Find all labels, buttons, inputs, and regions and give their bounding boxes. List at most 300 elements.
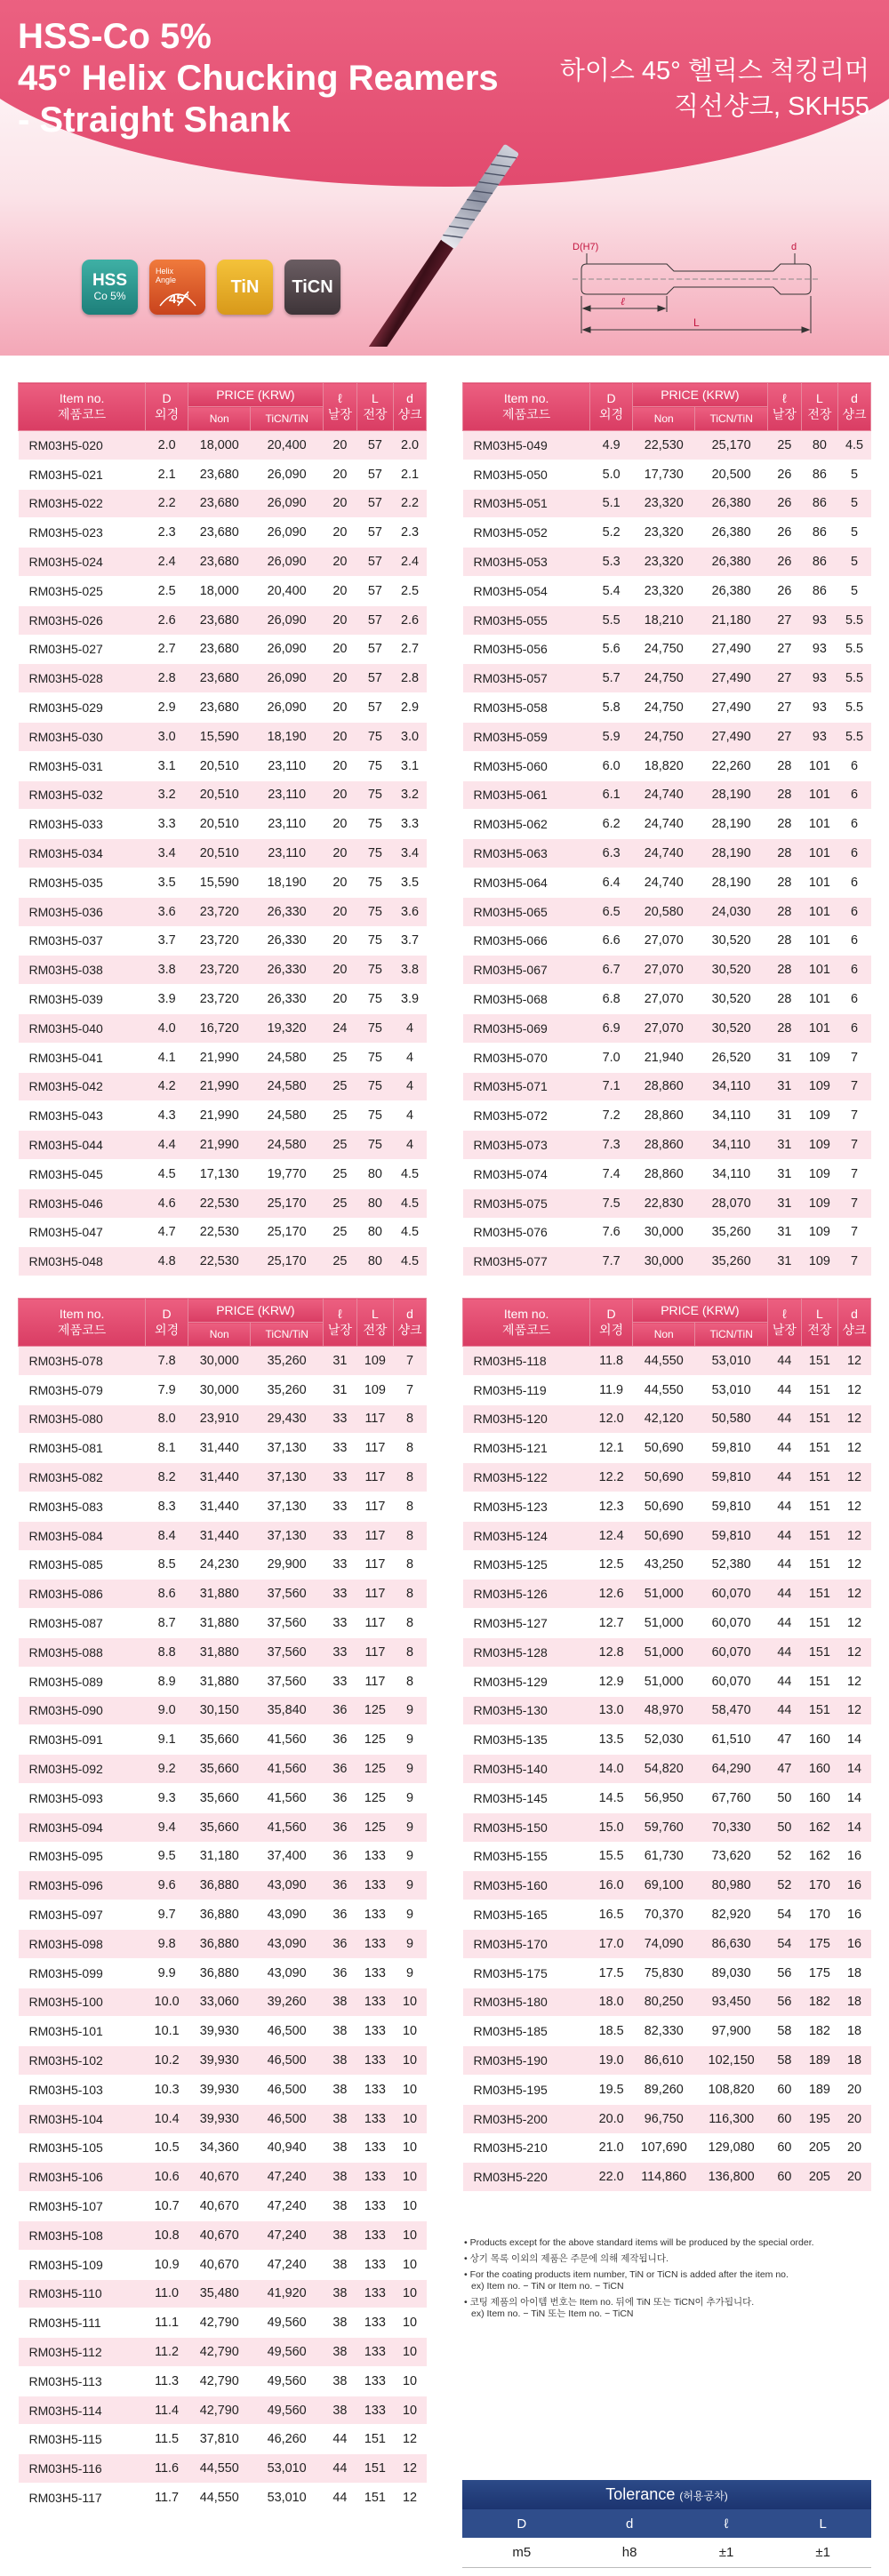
cell-overall-length: 109 <box>801 1188 837 1218</box>
cell-price-coated: 35,260 <box>695 1247 767 1276</box>
table-row <box>19 1463 427 1492</box>
cell-flute-length: 20 <box>323 868 356 897</box>
cell-overall-length: 75 <box>356 985 393 1014</box>
cell-shank-diameter: 10 <box>394 2104 427 2133</box>
cell-item-no: RM03H5-076 <box>463 1218 590 1247</box>
cell-flute-length: 36 <box>323 1842 356 1871</box>
cell-item-no: RM03H5-102 <box>19 2046 146 2076</box>
cell-price-non: 24,740 <box>632 780 695 810</box>
cell-price-coated: 89,030 <box>695 1958 767 1988</box>
table-row <box>463 2163 871 2192</box>
header-d-ko: 샹크 <box>397 406 422 421</box>
cell-price-coated: 41,560 <box>251 1783 323 1812</box>
table-row <box>19 1609 427 1638</box>
cell-shank-diameter: 8 <box>394 1609 427 1638</box>
cell-price-non: 50,690 <box>632 1492 695 1521</box>
cell-item-no: RM03H5-124 <box>463 1521 590 1550</box>
cell-shank-diameter: 2.5 <box>394 576 427 605</box>
cell-overall-length: 57 <box>356 431 393 460</box>
cell-overall-length: 133 <box>356 1871 393 1900</box>
table-row <box>463 1404 871 1434</box>
cell-price-coated: 37,130 <box>251 1434 323 1463</box>
cell-diameter: 12.5 <box>590 1550 633 1580</box>
cell-diameter: 8.7 <box>146 1609 188 1638</box>
table-row <box>19 1434 427 1463</box>
cell-price-coated: 41,920 <box>251 2279 323 2308</box>
cell-price-coated: 47,240 <box>251 2163 323 2192</box>
cell-diameter: 8.6 <box>146 1580 188 1609</box>
cell-price-non: 44,550 <box>632 1375 695 1404</box>
cell-diameter: 9.9 <box>146 1958 188 1988</box>
header-D-ko: 외경 <box>599 406 624 421</box>
cell-overall-length: 86 <box>801 548 837 577</box>
cell-overall-length: 117 <box>356 1609 393 1638</box>
cell-shank-diameter: 18 <box>838 2017 871 2046</box>
header-d <box>838 1299 871 1347</box>
cell-price-non: 31,440 <box>188 1434 251 1463</box>
cell-price-coated: 53,010 <box>251 2484 323 2513</box>
cell-flute-length: 36 <box>323 1812 356 1842</box>
cell-item-no: RM03H5-200 <box>463 2104 590 2133</box>
cell-item-no: RM03H5-117 <box>19 2484 146 2513</box>
cell-price-coated: 24,580 <box>251 1101 323 1131</box>
cell-diameter: 6.4 <box>590 868 633 897</box>
table-row <box>19 1101 427 1131</box>
cell-price-non: 23,720 <box>188 926 251 956</box>
cell-overall-length: 86 <box>801 460 837 489</box>
header-item-no <box>463 1299 590 1347</box>
cell-price-coated: 25,170 <box>251 1247 323 1276</box>
cell-item-no: RM03H5-029 <box>19 693 146 723</box>
cell-price-non: 23,680 <box>188 548 251 577</box>
cell-flute-length: 33 <box>323 1434 356 1463</box>
cell-item-no: RM03H5-094 <box>19 1812 146 1842</box>
cell-price-coated: 26,090 <box>251 605 323 635</box>
cell-price-coated: 41,560 <box>251 1812 323 1842</box>
cell-shank-diameter: 9 <box>394 1755 427 1784</box>
cell-flute-length: 44 <box>767 1434 801 1463</box>
cell-shank-diameter: 3.5 <box>394 868 427 897</box>
table-row <box>19 2220 427 2250</box>
cell-price-non: 35,660 <box>188 1725 251 1755</box>
table-row <box>463 1463 871 1492</box>
dimension-drawing <box>569 227 827 351</box>
cell-item-no: RM03H5-068 <box>463 985 590 1014</box>
cell-flute-length: 20 <box>323 956 356 985</box>
cell-overall-length: 160 <box>801 1783 837 1812</box>
cell-flute-length: 38 <box>323 1988 356 2017</box>
cell-overall-length: 117 <box>356 1463 393 1492</box>
table-row <box>19 1900 427 1930</box>
table-row <box>463 1218 871 1247</box>
cell-diameter: 15.0 <box>590 1812 633 1842</box>
table-row <box>463 1159 871 1188</box>
table-row <box>463 2133 871 2163</box>
tolerance-title <box>462 2480 871 2509</box>
cell-diameter: 6.9 <box>590 1013 633 1043</box>
cell-overall-length: 93 <box>801 722 837 751</box>
note-line: ex) Item no. − TiN 또는 Item no. − TiCN <box>471 2308 634 2319</box>
cell-shank-diameter: 12 <box>838 1463 871 1492</box>
header-l-ko: 날장 <box>772 406 797 421</box>
cell-shank-diameter: 9 <box>394 1900 427 1930</box>
cell-flute-length: 60 <box>767 2104 801 2133</box>
cell-shank-diameter: 4 <box>394 1043 427 1072</box>
cell-overall-length: 93 <box>801 605 837 635</box>
cell-item-no: RM03H5-078 <box>19 1347 146 1376</box>
table-row <box>19 2279 427 2308</box>
cell-item-no: RM03H5-035 <box>19 868 146 897</box>
cell-item-no: RM03H5-185 <box>463 2017 590 2046</box>
cell-item-no: RM03H5-073 <box>463 1131 590 1160</box>
cell-price-non: 48,970 <box>632 1696 695 1725</box>
cell-flute-length: 33 <box>323 1667 356 1696</box>
table-row <box>19 431 427 460</box>
cell-price-non: 24,750 <box>632 664 695 693</box>
cell-flute-length: 36 <box>323 1929 356 1958</box>
cell-shank-diameter: 9 <box>394 1812 427 1842</box>
table-row <box>19 576 427 605</box>
cell-item-no: RM03H5-091 <box>19 1725 146 1755</box>
cell-overall-length: 205 <box>801 2133 837 2163</box>
cell-price-coated: 53,010 <box>695 1347 767 1376</box>
cell-shank-diameter: 14 <box>838 1812 871 1842</box>
cell-flute-length: 27 <box>767 722 801 751</box>
table-row <box>19 722 427 751</box>
table-row <box>463 518 871 548</box>
cell-diameter: 15.5 <box>590 1842 633 1871</box>
header-l-en: ℓ <box>782 390 787 405</box>
table-row <box>463 751 871 780</box>
cell-price-coated: 108,820 <box>695 2075 767 2104</box>
cell-overall-length: 133 <box>356 2104 393 2133</box>
cell-flute-length: 54 <box>767 1929 801 1958</box>
table-row <box>463 1072 871 1101</box>
table-row <box>19 1637 427 1667</box>
header-L-en: L <box>372 390 379 405</box>
cell-price-non: 42,790 <box>188 2338 251 2367</box>
cell-item-no: RM03H5-058 <box>463 693 590 723</box>
table-row <box>19 2366 427 2396</box>
cell-shank-diameter: 12 <box>838 1434 871 1463</box>
cell-flute-length: 20 <box>323 722 356 751</box>
cell-diameter: 5.0 <box>590 460 633 489</box>
hss-badge-big: HSS <box>92 271 128 290</box>
cell-flute-length: 56 <box>767 1958 801 1988</box>
badge-row <box>82 260 340 315</box>
cell-shank-diameter: 9 <box>394 1871 427 1900</box>
cell-overall-length: 151 <box>356 2425 393 2454</box>
cell-price-non: 30,000 <box>188 1347 251 1376</box>
cell-flute-length: 38 <box>323 2104 356 2133</box>
table-row <box>19 2308 427 2338</box>
cell-flute-length: 25 <box>323 1247 356 1276</box>
cell-price-coated: 59,810 <box>695 1521 767 1550</box>
table-row <box>19 2046 427 2076</box>
cell-diameter: 13.0 <box>590 1696 633 1725</box>
cell-overall-length: 117 <box>356 1404 393 1434</box>
cell-price-non: 21,990 <box>188 1101 251 1131</box>
table-row <box>19 1842 427 1871</box>
cell-shank-diameter: 20 <box>838 2104 871 2133</box>
cell-diameter: 2.5 <box>146 576 188 605</box>
cell-item-no: RM03H5-105 <box>19 2133 146 2163</box>
header-non: Non <box>188 1323 251 1347</box>
note-line: • 상기 목록 이외의 제품은 주문에 의해 제작됩니다. <box>464 2253 669 2264</box>
cell-price-non: 42,790 <box>188 2308 251 2338</box>
table-row <box>463 664 871 693</box>
table-row <box>19 1188 427 1218</box>
cell-item-no: RM03H5-190 <box>463 2046 590 2076</box>
header-price: PRICE (KRW) <box>632 383 767 407</box>
cell-diameter: 10.4 <box>146 2104 188 2133</box>
cell-price-non: 114,860 <box>632 2163 695 2192</box>
cell-overall-length: 57 <box>356 635 393 664</box>
cell-shank-diameter: 10 <box>394 2338 427 2367</box>
cell-flute-length: 44 <box>767 1667 801 1696</box>
cell-diameter: 22.0 <box>590 2163 633 2192</box>
cell-price-coated: 47,240 <box>251 2220 323 2250</box>
cell-diameter: 4.3 <box>146 1101 188 1131</box>
cell-overall-length: 151 <box>356 2484 393 2513</box>
cell-shank-diameter: 5 <box>838 460 871 489</box>
cell-item-no: RM03H5-062 <box>463 810 590 839</box>
header-D-en: D <box>606 1306 616 1321</box>
cell-overall-length: 80 <box>356 1218 393 1247</box>
cell-flute-length: 38 <box>323 2163 356 2192</box>
cell-price-coated: 59,810 <box>695 1434 767 1463</box>
cell-shank-diameter: 5.5 <box>838 693 871 723</box>
cell-overall-length: 133 <box>356 2017 393 2046</box>
table-row <box>19 489 427 518</box>
cell-diameter: 9.5 <box>146 1842 188 1871</box>
table-row <box>463 810 871 839</box>
cell-price-non: 27,070 <box>632 985 695 1014</box>
cell-item-no: RM03H5-045 <box>19 1159 146 1188</box>
table-row <box>19 2338 427 2367</box>
table-row <box>463 1871 871 1900</box>
cell-overall-length: 86 <box>801 576 837 605</box>
spec-table-panel-2 <box>462 382 871 1276</box>
table-row <box>19 1755 427 1784</box>
cell-item-no: RM03H5-028 <box>19 664 146 693</box>
table-row <box>19 1159 427 1188</box>
spec-table <box>18 1298 427 2513</box>
cell-shank-diameter: 10 <box>394 2192 427 2221</box>
cell-flute-length: 20 <box>323 518 356 548</box>
cell-overall-length: 133 <box>356 2308 393 2338</box>
cell-shank-diameter: 9 <box>394 1929 427 1958</box>
cell-price-non: 30,000 <box>188 1375 251 1404</box>
cell-overall-length: 117 <box>356 1521 393 1550</box>
cell-overall-length: 75 <box>356 1131 393 1160</box>
cell-overall-length: 151 <box>801 1521 837 1550</box>
cell-price-non: 89,260 <box>632 2075 695 2104</box>
cell-diameter: 6.0 <box>590 751 633 780</box>
cell-price-non: 18,000 <box>188 576 251 605</box>
table-row <box>463 1812 871 1842</box>
cell-price-coated: 25,170 <box>251 1218 323 1247</box>
cell-flute-length: 31 <box>767 1072 801 1101</box>
cell-item-no: RM03H5-107 <box>19 2192 146 2221</box>
table-row <box>19 810 427 839</box>
table-row <box>19 1958 427 1988</box>
cell-price-coated: 60,070 <box>695 1580 767 1609</box>
table-row <box>463 1725 871 1755</box>
header-d-ko: 샹크 <box>842 1322 867 1337</box>
cell-item-no: RM03H5-170 <box>463 1929 590 1958</box>
cell-overall-length: 125 <box>356 1696 393 1725</box>
cell-flute-length: 28 <box>767 897 801 926</box>
header-D-ko: 외경 <box>155 406 180 421</box>
cell-shank-diameter: 14 <box>838 1783 871 1812</box>
cell-price-non: 17,730 <box>632 460 695 489</box>
cell-diameter: 2.3 <box>146 518 188 548</box>
cell-diameter: 11.0 <box>146 2279 188 2308</box>
cell-overall-length: 151 <box>801 1550 837 1580</box>
cell-price-non: 59,760 <box>632 1812 695 1842</box>
cell-price-coated: 97,900 <box>695 2017 767 2046</box>
cell-flute-length: 38 <box>323 2046 356 2076</box>
tolerance-title-en: Tolerance <box>605 2485 676 2503</box>
header-ticn-tin: TiCN/TiN <box>695 407 767 431</box>
cell-price-non: 23,320 <box>632 548 695 577</box>
cell-price-non: 23,680 <box>188 489 251 518</box>
table-row <box>19 1013 427 1043</box>
cell-price-non: 107,690 <box>632 2133 695 2163</box>
cell-price-non: 20,510 <box>188 751 251 780</box>
cell-price-non: 31,440 <box>188 1492 251 1521</box>
cell-price-non: 23,720 <box>188 956 251 985</box>
cell-item-no: RM03H5-083 <box>19 1492 146 1521</box>
cell-overall-length: 117 <box>356 1492 393 1521</box>
cell-item-no: RM03H5-042 <box>19 1072 146 1101</box>
cell-shank-diameter: 20 <box>838 2163 871 2192</box>
cell-overall-length: 117 <box>356 1667 393 1696</box>
header-D <box>590 383 633 431</box>
cell-diameter: 7.5 <box>590 1188 633 1218</box>
cell-diameter: 17.0 <box>590 1929 633 1958</box>
cell-diameter: 8.4 <box>146 1521 188 1550</box>
cell-overall-length: 80 <box>356 1247 393 1276</box>
header-l <box>767 1299 801 1347</box>
cell-overall-length: 133 <box>356 1842 393 1871</box>
cell-price-coated: 20,400 <box>251 576 323 605</box>
cell-shank-diameter: 10 <box>394 2075 427 2104</box>
tol-header-l: ℓ <box>678 2509 775 2538</box>
reamer-tool-icon <box>338 124 569 347</box>
cell-diameter: 3.4 <box>146 839 188 868</box>
cell-overall-length: 75 <box>356 926 393 956</box>
table-row <box>19 1492 427 1521</box>
cell-shank-diameter: 3.6 <box>394 897 427 926</box>
header-L-ko: 전장 <box>807 1322 832 1337</box>
cell-flute-length: 31 <box>767 1247 801 1276</box>
table-row <box>463 1550 871 1580</box>
cell-item-no: RM03H5-113 <box>19 2366 146 2396</box>
cell-flute-length: 20 <box>323 897 356 926</box>
cell-price-non: 51,000 <box>632 1580 695 1609</box>
cell-diameter: 6.2 <box>590 810 633 839</box>
table-row <box>463 839 871 868</box>
cell-shank-diameter: 5 <box>838 489 871 518</box>
cell-item-no: RM03H5-220 <box>463 2163 590 2192</box>
cell-price-non: 16,720 <box>188 1013 251 1043</box>
cell-item-no: RM03H5-065 <box>463 897 590 926</box>
cell-item-no: RM03H5-079 <box>19 1375 146 1404</box>
cell-flute-length: 31 <box>323 1375 356 1404</box>
cell-price-coated: 27,490 <box>695 635 767 664</box>
cell-price-coated: 27,490 <box>695 722 767 751</box>
table-row <box>19 751 427 780</box>
cell-price-coated: 30,520 <box>695 1013 767 1043</box>
cell-overall-length: 57 <box>356 489 393 518</box>
cell-shank-diameter: 3.7 <box>394 926 427 956</box>
cell-price-coated: 60,070 <box>695 1609 767 1638</box>
header-l-ko: 날장 <box>772 1322 797 1337</box>
cell-flute-length: 38 <box>323 2075 356 2104</box>
cell-price-non: 35,660 <box>188 1783 251 1812</box>
table-row <box>463 1434 871 1463</box>
cell-flute-length: 36 <box>323 1755 356 1784</box>
cell-price-non: 54,820 <box>632 1755 695 1784</box>
cell-overall-length: 189 <box>801 2046 837 2076</box>
cell-flute-length: 27 <box>767 635 801 664</box>
cell-price-non: 23,910 <box>188 1404 251 1434</box>
cell-item-no: RM03H5-020 <box>19 431 146 460</box>
cell-item-no: RM03H5-128 <box>463 1637 590 1667</box>
drawing-label-D: D(H7) <box>573 242 599 252</box>
cell-shank-diameter: 20 <box>838 2133 871 2163</box>
cell-price-coated: 30,520 <box>695 926 767 956</box>
tin-badge-label: TiN <box>230 276 260 297</box>
table-row <box>463 2075 871 2104</box>
cell-shank-diameter: 4 <box>394 1131 427 1160</box>
cell-shank-diameter: 5.5 <box>838 722 871 751</box>
table-row <box>19 2192 427 2221</box>
header-D <box>146 1299 188 1347</box>
cell-price-coated: 47,240 <box>251 2250 323 2279</box>
cell-price-coated: 67,760 <box>695 1783 767 1812</box>
cell-diameter: 18.5 <box>590 2017 633 2046</box>
cell-shank-diameter: 10 <box>394 2017 427 2046</box>
cell-overall-length: 75 <box>356 1072 393 1101</box>
cell-price-non: 23,320 <box>632 489 695 518</box>
cell-diameter: 19.5 <box>590 2075 633 2104</box>
cell-flute-length: 31 <box>767 1131 801 1160</box>
header-item-no-en: Item no. <box>503 390 549 405</box>
cell-diameter: 16.0 <box>590 1871 633 1900</box>
cell-overall-length: 151 <box>801 1580 837 1609</box>
cell-shank-diameter: 12 <box>838 1375 871 1404</box>
cell-shank-diameter: 9 <box>394 1783 427 1812</box>
cell-flute-length: 31 <box>767 1043 801 1072</box>
ticn-badge-label: TiCN <box>292 276 333 297</box>
cell-item-no: RM03H5-145 <box>463 1783 590 1812</box>
cell-price-non: 50,690 <box>632 1463 695 1492</box>
table-row <box>19 1580 427 1609</box>
cell-diameter: 11.1 <box>146 2308 188 2338</box>
cell-flute-length: 28 <box>767 868 801 897</box>
cell-overall-length: 75 <box>356 897 393 926</box>
cell-flute-length: 44 <box>767 1609 801 1638</box>
cell-overall-length: 101 <box>801 751 837 780</box>
table-row <box>463 489 871 518</box>
table-row <box>19 2104 427 2133</box>
cell-shank-diameter: 4 <box>394 1013 427 1043</box>
cell-overall-length: 151 <box>356 2454 393 2484</box>
cell-diameter: 21.0 <box>590 2133 633 2163</box>
